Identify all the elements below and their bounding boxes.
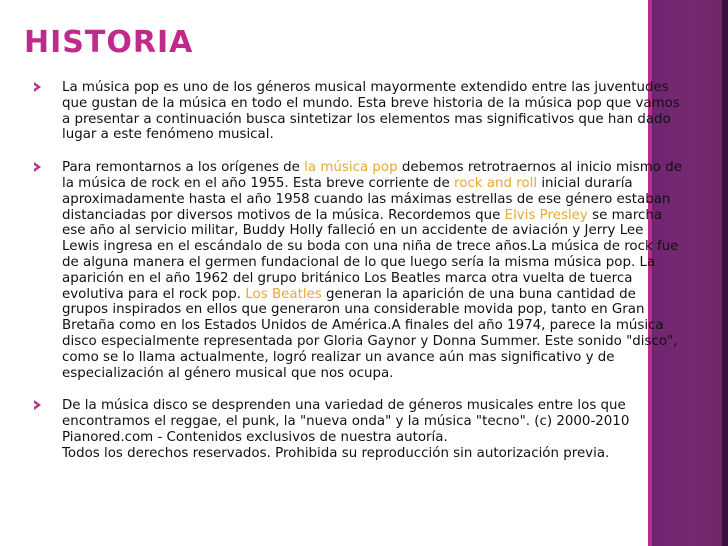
- bullet-text-part: se marcha ese año al servicio militar, Buddy Holly falleció en un accidente de aviación y Jerry Lee Lewis ingresa en el escándalo de su boda con una niña de trece años.La música de rock fue de alguna manera el germen fundacional de lo que luego sería la misma música pop. La aparición en el año 1962 del grupo británico Los Beatles marca otra vuelta de tuerca evolutiva para el rock pop.: [62, 207, 679, 302]
- bullet-item-intro: [34, 80, 684, 143]
- bullet-text-part: inicial duraría aproximadamente hasta el año 1958 cuando las máximas estrellas de ese género estaban distanciadas por diversos motivos de la música. Recordemos que: [62, 175, 671, 223]
- bullet-arrow-icon: [34, 162, 41, 172]
- bullet-item-disco: [34, 398, 684, 461]
- link-los-beatles[interactable]: Los Beatles: [245, 286, 322, 302]
- bullet-arrow-icon: [34, 400, 41, 410]
- slide-title: HISTORIA: [24, 25, 194, 60]
- sidebar-edge-shadow: [722, 0, 728, 546]
- bullet-text-part: Para remontarnos a los orígenes de: [62, 160, 305, 176]
- bullet-list: [34, 80, 684, 479]
- bullet-text: La música pop es uno de los géneros musical mayormente extendido entre las juventudes que gustan de la música en todo el mundo. Esta breve historia de la música pop que vamos a presentar a continuación busca sintetizar los elementos mas significativos que han dado lugar a este fenómeno musical.: [62, 80, 680, 143]
- link-la-musica-pop[interactable]: la música pop: [304, 160, 398, 176]
- link-elvis-presley[interactable]: Elvis Presley: [504, 207, 588, 223]
- link-rock-and-roll[interactable]: rock and roll: [453, 175, 538, 191]
- bullet-text-line: De la música disco se desprenden una variedad de géneros musicales entre los que encontramos el reggae, el punk, la "nueva onda" y la música "tecno". (c) 2000-2010 Pianored.com - Contenidos exclusivos de nuestra autoría.: [62, 398, 630, 445]
- bullet-text-part: debemos retrotraernos al inicio mismo de la música de rock en el año 1955. Esta breve corriente de: [62, 160, 682, 191]
- bullet-text-line: Todos los derechos reservados. Prohibida su reproducción sin autorización previa.: [62, 445, 610, 461]
- bullet-item-origins: [34, 160, 684, 381]
- bullet-text-part: generan la aparición de una buna cantidad de grupos inspirados en ellos que generaron una considerable movida pop, tanto en Gran Bretaña como en los Estados Unidos de América.A finales del año 1974, parece la música disco especialmente representada por Gloria Gaynor y Donna Summer. Este sonido "disco", como se lo llama actualmente, logró realizar un avance aún mas significativo y de especialización al género musical que nos ocupa.: [62, 286, 678, 381]
- bullet-arrow-icon: [34, 82, 41, 92]
